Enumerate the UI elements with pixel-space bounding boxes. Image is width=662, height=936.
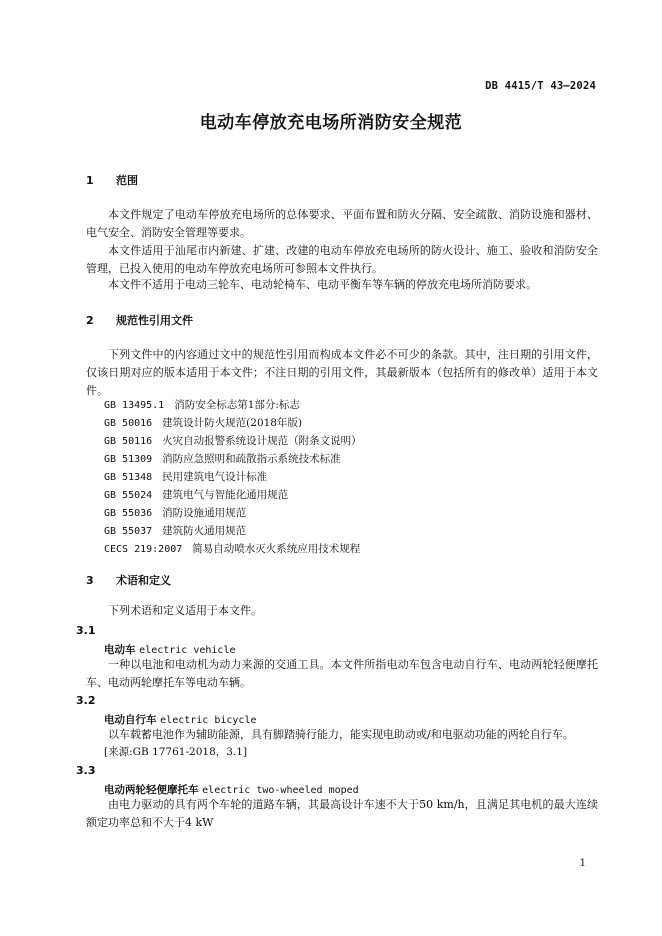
section-3-heading	[86, 572, 171, 588]
reference-title: 消防安全标志第1部分:标志	[174, 399, 300, 411]
reference-item	[104, 396, 300, 415]
reference-item	[104, 414, 302, 433]
reference-item	[104, 522, 246, 541]
document-code: DB 4415/T 43—2024	[485, 80, 596, 92]
term-name	[104, 642, 235, 657]
paragraph: 本文件规定了电动车停放充电场所的总体要求、平面布置和防火分隔、安全疏散、消防设施和器材、电气安全、消防安全管理等要求。	[86, 208, 598, 239]
reference-title: 建筑设计防火规范(2018年版)	[162, 417, 303, 429]
reference-title: 消防应急照明和疏散指示系统技术标准	[162, 453, 341, 465]
term-name-en: electric bicycle	[160, 715, 257, 726]
paragraph: 本文件不适用于电动三轮车、电动轮椅车、电动平衡车等车辆的停放充电场所消防要求。	[108, 278, 537, 291]
reference-title: 火灾自动报警系统设计规范（附条文说明）	[162, 435, 362, 447]
term-name-zh: 电动自行车	[104, 714, 157, 726]
paragraph: 下列术语和定义适用于本文件。	[108, 604, 262, 617]
reference-code: GB 50116	[104, 436, 153, 447]
reference-code: GB 51309	[104, 454, 153, 465]
reference-code: GB 55036	[104, 508, 153, 519]
reference-code: GB 55024	[104, 490, 153, 501]
term-number: 3.1	[76, 624, 96, 637]
reference-item	[104, 486, 288, 505]
reference-code: CECS 219:2007	[104, 544, 183, 555]
section-number: 1	[86, 174, 94, 187]
term-name	[104, 782, 359, 797]
reference-title: 民用建筑电气设计标准	[162, 471, 268, 483]
reference-title: 简易自动喷水灭火系统应用技术规程	[192, 543, 361, 555]
reference-code: GB 50016	[104, 418, 153, 429]
section-2-heading	[86, 312, 193, 328]
document-title: 电动车停放充电场所消防安全规范	[199, 113, 463, 133]
term-number: 3.2	[76, 694, 96, 707]
reference-item	[104, 450, 341, 469]
term-number: 3.3	[76, 764, 96, 777]
term-name-zh: 电动车	[104, 644, 136, 656]
term-name-zh: 电动两轮轻便摩托车	[104, 784, 199, 796]
paragraph: 本文件适用于汕尾市内新建、扩建、改建的电动车停放充电场所的防火设计、施工、验收和消防安全管理，已投入使用的电动车停放充电场所可参照本文件执行。	[86, 244, 598, 275]
reference-item	[104, 504, 246, 523]
section-title: 范围	[116, 174, 138, 187]
reference-code: GB 51348	[104, 472, 153, 483]
section-number: 3	[86, 574, 94, 587]
reference-title: 建筑电气与智能化通用规范	[162, 489, 289, 501]
reference-title: 建筑防火通用规范	[162, 525, 247, 537]
page-number: 1	[579, 858, 586, 869]
paragraph: 下列文件中的内容通过文中的规范性引用而构成本文件必不可少的条款。其中，注日期的引用文件，仅该日期对应的版本适用于本文件；不注日期的引用文件，其最新版本（包括所有的修改单）适用于本文件。	[86, 348, 598, 397]
section-1-heading	[86, 172, 138, 188]
reference-item	[104, 432, 362, 451]
section-number: 2	[86, 314, 94, 327]
term-definition: 由电力驱动的具有两个车轮的道路车辆，其最高设计车速不大于50 km/h，且满足其电机的最大连续额定功率总和不大于4 kW	[86, 798, 598, 829]
reference-item	[104, 540, 360, 559]
section-title: 规范性引用文件	[116, 314, 193, 327]
section-title: 术语和定义	[116, 574, 171, 587]
reference-item	[104, 468, 267, 487]
reference-title: 消防设施通用规范	[162, 507, 247, 519]
term-definition: 以车载蓄电池作为辅助能源，具有脚踏骑行能力，能实现电助动或/和电驱动功能的两轮自行车。	[108, 728, 574, 741]
term-name	[104, 712, 256, 727]
term-name-en: electric two-wheeled moped	[202, 785, 359, 796]
term-name-en: electric vehicle	[139, 645, 236, 656]
reference-code: GB 13495.1	[104, 400, 165, 411]
term-source: [来源:GB 17761-2018，3.1]	[104, 746, 248, 758]
reference-code: GB 55037	[104, 526, 153, 537]
term-definition: 一种以电池和电动机为动力来源的交通工具。本文件所指电动车包含电动自行车、电动两轮轻便摩托车、电动两轮摩托车等电动车辆。	[86, 658, 598, 689]
